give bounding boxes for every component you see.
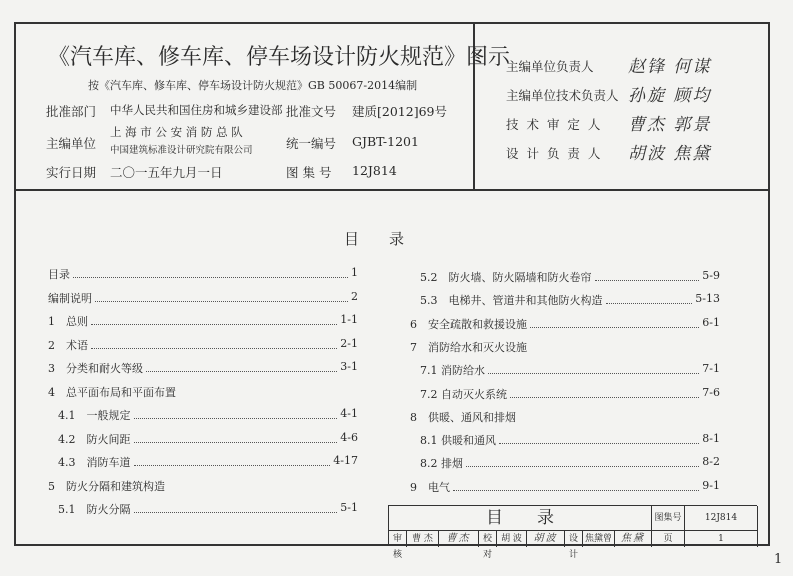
leader-dots: [488, 362, 699, 374]
toc-entry-label: 1 总则: [48, 315, 88, 328]
toc-entry-page: 5-1: [340, 501, 358, 514]
toc-entry-page: 1-1: [340, 313, 358, 326]
page-label: 页: [652, 531, 685, 547]
toc-entry[interactable]: [48, 313, 358, 329]
leader-dots: [146, 360, 337, 372]
toc-entry-page: 5-9: [702, 269, 720, 282]
toc-entry-label: 6 安全疏散和救援设施: [410, 317, 527, 331]
toc-entry[interactable]: [420, 292, 720, 308]
toc-entry-label: 5 防火分隔和建筑构造: [48, 479, 165, 493]
toc-entry-page: 5-13: [695, 292, 720, 306]
atlas-no-label: 图 集 号: [286, 165, 332, 180]
reviewer-signature: 曹杰: [439, 531, 479, 547]
toc-entry-label: 7.2 自动灭火系统: [420, 387, 507, 401]
toc-entry-page: 2-1: [340, 336, 358, 350]
designer-signature: 焦黛: [615, 531, 652, 547]
toc-heading: 目 录: [344, 230, 405, 248]
check-label: 校对: [479, 531, 497, 547]
editor-unit-value-2: 中国建筑标准设计研究院有限公司: [110, 145, 253, 156]
approval-no-value: 建质[2012]69号: [352, 104, 447, 119]
document-subtitle: 按《汽车库、修车库、停车场设计防火规范》GB 50067-2014编制: [88, 79, 418, 92]
reviewer-name: 曹 杰: [407, 531, 439, 547]
toc-entry-label: 2 术语: [48, 338, 88, 352]
toc-entry-label: 目录: [48, 268, 70, 281]
toc-entry-page: 2: [351, 289, 358, 303]
toc-entry-page: 8-1: [702, 432, 720, 446]
toc-entry-page: 4-17: [333, 454, 358, 467]
toc-entry-label: 8.2 排烟: [420, 457, 463, 471]
toc-entry-label: 9 电气: [410, 480, 450, 494]
leader-dots: [606, 292, 693, 304]
toc-entry-page: 9-1: [702, 478, 720, 492]
toc-entry-label: 4 总平面布局和平面布置: [48, 385, 176, 399]
approval-no-label: 批准文号: [286, 104, 337, 119]
toc-entry[interactable]: [410, 479, 720, 495]
design-label: 设计: [565, 531, 583, 547]
atlas-number: 12J814: [685, 506, 758, 530]
leader-dots: [91, 337, 337, 349]
toc-entry-page: 4-6: [340, 430, 358, 444]
leader-dots: [95, 290, 348, 302]
toc-entry[interactable]: [48, 384, 358, 400]
toc-entry[interactable]: [420, 432, 720, 448]
toc-entry-page: 4-1: [340, 407, 358, 420]
toc-entry-label: 4.3 消防车道: [58, 456, 131, 469]
title-block-name: 目 录: [389, 506, 652, 530]
leader-dots: [134, 454, 331, 466]
toc-entry[interactable]: [48, 337, 358, 353]
toc-entry-page: 7-1: [702, 362, 720, 376]
document-title: 《汽车库、修车库、停车场设计防火规范》图示: [48, 45, 511, 70]
responsible-label: 主编单位负责人: [506, 59, 594, 74]
leader-dots: [134, 407, 338, 419]
leader-dots: [73, 266, 348, 278]
toc-entry-page: 6-1: [702, 315, 720, 329]
leader-dots: [530, 316, 699, 328]
editor-unit-value-1: 上 海 市 公 安 消 防 总 队: [110, 125, 243, 139]
effective-date-label: 实行日期: [46, 165, 97, 180]
toc-entry[interactable]: [58, 407, 358, 423]
effective-date-value: 二〇一五年九月一日: [110, 165, 223, 180]
toc-entry[interactable]: [410, 316, 720, 332]
checker-name: 胡 波: [497, 531, 527, 547]
leader-dots: [466, 455, 699, 467]
page-number: 1: [774, 552, 783, 567]
editor-unit-label: 主编单位: [46, 136, 97, 151]
toc-entry[interactable]: [58, 431, 358, 447]
leader-dots: [134, 501, 338, 513]
leader-dots: [499, 432, 699, 444]
toc-entry-page: 8-2: [702, 455, 720, 469]
atlas-no-value: 12J814: [352, 163, 397, 178]
toc-entry-label: 5.2 防火墙、防火隔墙和防火卷帘: [420, 271, 592, 284]
leader-dots: [91, 313, 337, 325]
toc-entry-page: 1: [351, 266, 358, 279]
toc-entry[interactable]: [48, 360, 358, 376]
page-value: 1: [685, 531, 758, 547]
toc-entry-label: 5.1 防火分隔: [58, 503, 131, 516]
signature: 胡波 焦黛: [628, 144, 712, 164]
unified-no-label: 统一编号: [286, 136, 337, 151]
checker-signature: 胡波: [527, 531, 565, 547]
approval-dept-value: 中华人民共和国住房和城乡建设部: [110, 103, 283, 117]
toc-entry[interactable]: [58, 501, 358, 517]
toc-entry[interactable]: [420, 362, 720, 378]
toc-entry[interactable]: [420, 386, 720, 402]
responsible-label: 主编单位技术负责人: [506, 88, 619, 103]
toc-entry-page: 7-6: [702, 385, 720, 399]
leader-dots: [453, 479, 699, 491]
designer-name: 焦黛曾: [583, 531, 615, 547]
toc-entry-label: 8 供暖、通风和排烟: [410, 410, 516, 424]
toc-entry[interactable]: [58, 454, 358, 470]
leader-dots: [595, 269, 700, 281]
unified-no-value: GJBT-1201: [352, 134, 419, 149]
header-divider: [14, 189, 770, 191]
toc-entry-label: 4.1 一般规定: [58, 409, 131, 422]
responsible-label: 技 术 审 定 人: [506, 117, 603, 132]
toc-entry[interactable]: [48, 478, 358, 494]
atlas-label: 图集号: [652, 506, 685, 530]
toc-entry-label: 5.3 电梯井、管道井和其他防火构造: [420, 294, 603, 308]
signature: 孙旋 顾均: [628, 86, 712, 106]
signature: 曹杰 郭景: [628, 115, 712, 135]
toc-entry-label: 编制说明: [48, 291, 92, 305]
review-label: 审核: [389, 531, 407, 547]
signature: 赵锋 何谋: [628, 57, 712, 77]
toc-entry-label: 8.1 供暖和通风: [420, 434, 496, 448]
toc-entry-label: 3 分类和耐火等级: [48, 362, 143, 375]
title-block: [388, 505, 757, 560]
toc-entry[interactable]: [48, 266, 358, 282]
toc-entry[interactable]: [48, 290, 358, 306]
toc-entry-label: 7.1 消防给水: [420, 364, 485, 378]
toc-entry[interactable]: [420, 455, 720, 471]
toc-entry-label: 4.2 防火间距: [58, 432, 131, 446]
toc-entry[interactable]: [410, 339, 720, 355]
approval-dept-label: 批准部门: [46, 104, 97, 119]
leader-dots: [510, 386, 699, 398]
toc-entry-page: 3-1: [340, 360, 358, 373]
toc-entry[interactable]: [410, 409, 720, 425]
toc-entry[interactable]: [420, 269, 720, 285]
toc-entry-label: 7 消防给水和灭火设施: [410, 340, 527, 354]
responsible-label: 设 计 负 责 人: [506, 146, 603, 161]
leader-dots: [134, 431, 338, 443]
